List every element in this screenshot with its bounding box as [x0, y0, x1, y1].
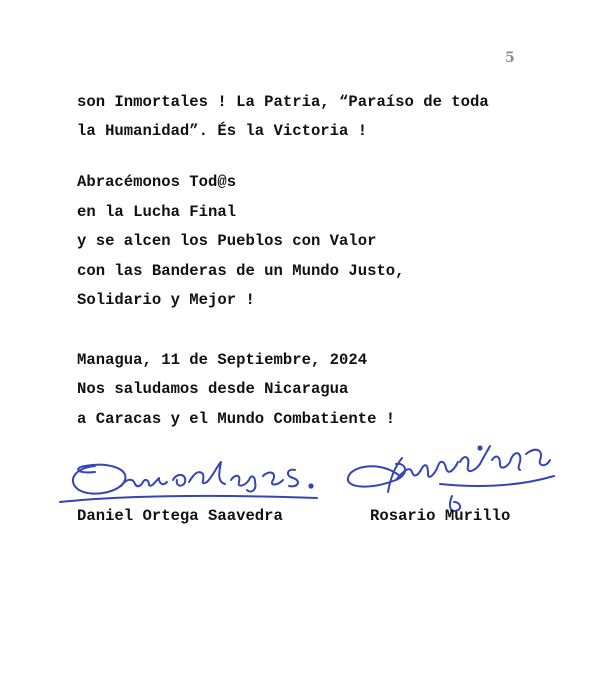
body-line: son Inmortales ! La Patria, “Paraíso de toda	[77, 93, 489, 111]
body-line: Solidario y Mejor !	[77, 291, 255, 309]
signatory-name-right: Rosario Murillo	[370, 507, 511, 525]
body-line: Nos saludamos desde Nicaragua	[77, 380, 349, 398]
body-line: a Caracas y el Mundo Combatiente !	[77, 410, 396, 428]
signature-daniel-ortega	[55, 452, 325, 510]
body-line: Managua, 11 de Septiembre, 2024	[77, 351, 368, 369]
body-line: y se alcen los Pueblos con Valor	[77, 232, 377, 250]
body-line: la Humanidad”. És la Victoria !	[77, 122, 368, 140]
page-number: 5	[505, 50, 515, 66]
body-line: con las Banderas de un Mundo Justo,	[77, 262, 405, 280]
body-line: en la Lucha Final	[77, 203, 237, 221]
signatory-name-left: Daniel Ortega Saavedra	[77, 507, 283, 525]
body-line: Abracémonos Tod@s	[77, 173, 237, 191]
